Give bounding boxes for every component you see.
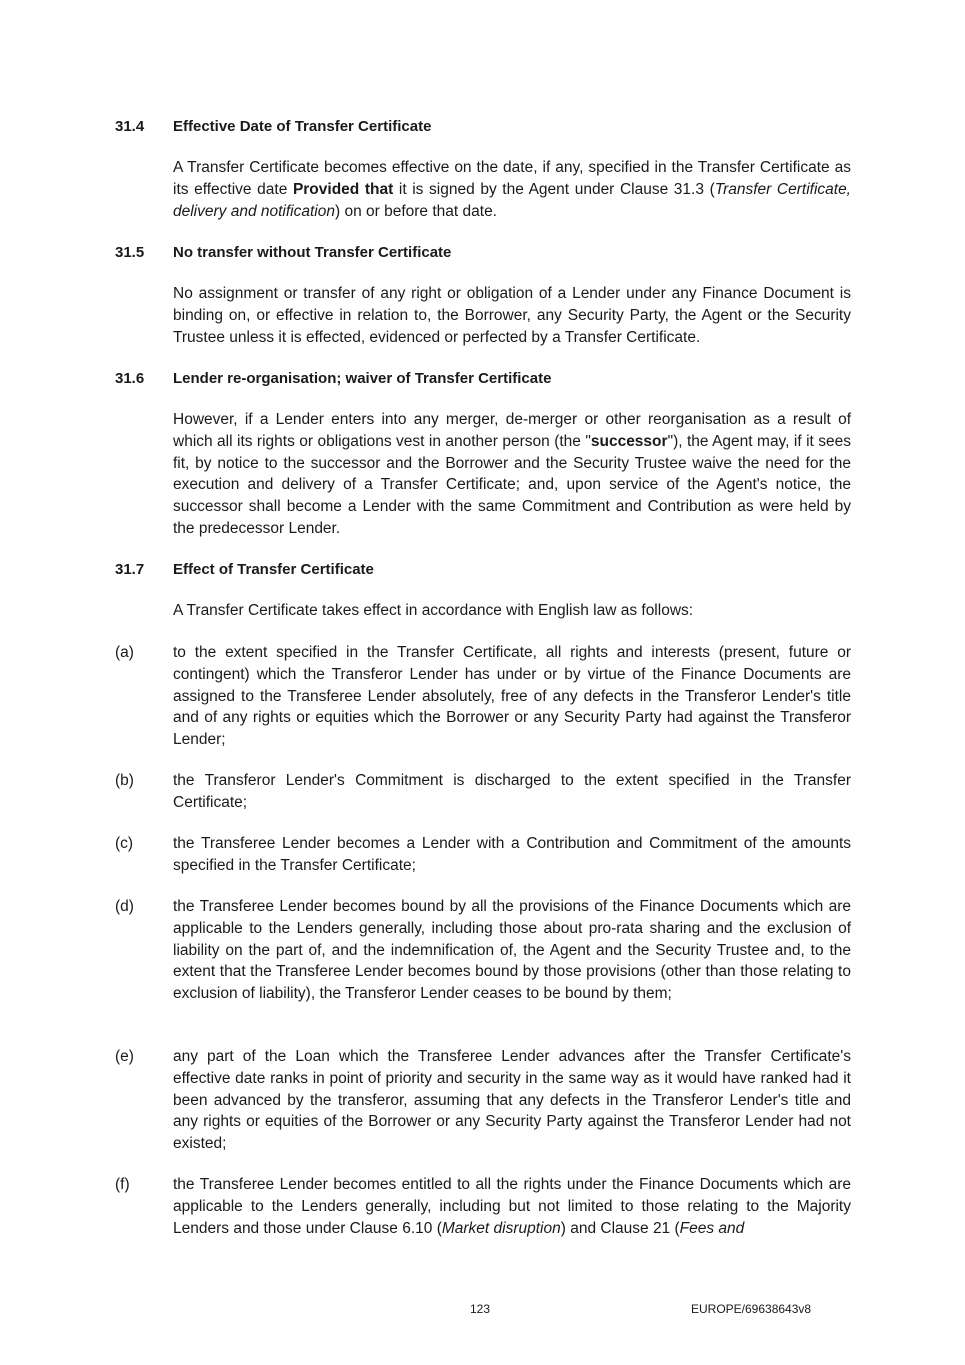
list-item-a <box>115 642 851 751</box>
section-title: Effect of Transfer Certificate <box>173 561 374 578</box>
section-31-5-paragraph: No assignment or transfer of any right or obligation of a Lender under any Finance Document is binding on, or effective in relation to, the Borrower, any Security Party, the Agent or the Security Trustee unless it is effected, evidenced or perfected by a Transfer Certificate. <box>173 285 851 346</box>
list-item-label: (e) <box>115 1048 134 1065</box>
section-number: 31.4 <box>115 118 145 135</box>
paragraph-text: ) on or before that date. <box>335 202 497 220</box>
section-heading-31-6 <box>115 369 855 389</box>
section-number: 31.6 <box>115 370 145 387</box>
list-item-text: the Transferee Lender becomes bound by all the provisions of the Finance Documents which are applicable to the Lenders generally, including those about pro-rata sharing and the exclusion of liability on the part of, and the indemnification of, the Agent and the Security Trustee and, to the extent that the Transferee Lender becomes bound by those provisions (other than those relating to exclusion of liability), the Transferor Lender ceases to be bound by them; <box>173 898 851 1003</box>
list-item-label: (d) <box>115 898 134 915</box>
list-item-b <box>115 770 851 814</box>
list-item-d <box>115 896 851 1005</box>
section-title: No transfer without Transfer Certificate <box>173 244 452 261</box>
list-item-e <box>115 1046 851 1155</box>
section-heading-31-5 <box>115 243 855 263</box>
clause-reference-italic: Transfer Certificate, delivery and notification <box>173 180 851 220</box>
list-item-text-part: ) and Clause 21 ( <box>560 1219 680 1237</box>
section-31-7-intro: A Transfer Certificate takes effect in accordance with English law as follows: <box>173 602 694 619</box>
section-number: 31.5 <box>115 244 145 261</box>
list-item-c <box>115 833 851 877</box>
list-item-text <box>173 1174 851 1239</box>
section-heading-31-4 <box>115 117 855 137</box>
defined-term-bold: successor <box>590 432 668 450</box>
list-item-label: (f) <box>115 1176 130 1193</box>
list-item-text: the Transferor Lender's Commitment is discharged to the extent specified in the Transfer Certificate; <box>173 772 851 811</box>
clause-reference-italic: Market disruption <box>441 1219 561 1237</box>
paragraph-text: However, if a Lender enters into any merger, de-merger or other reorganisation as a result of which all its rights or obligations vest in another person (the " <box>173 411 851 450</box>
section-title: Lender re-organisation; waiver of Transfer Certificate <box>173 370 552 387</box>
section-31-6-paragraph <box>173 409 851 540</box>
list-item-text: to the extent specified in the Transfer Certificate, all rights and interests (present, future or contingent) which the Transferor Lender has under or by virtue of the Finance Documents are assigned to the Transferee Lender absolutely, free of any defects in the Transferor Lender's title and of any rights or equities which the Borrower or any Security Party had against the Transferor Lender; <box>173 644 851 749</box>
paragraph-text: "), the Agent may, if it sees fit, by notice to the successor and the Borrower and the Security Trustee waive the need for the execution and delivery of a Transfer Certificate; and, upon service of the Agent's notice, the successor shall become a Lender with the same Commitment and Contribution as were held by the predecessor Lender. <box>173 432 852 537</box>
section-title: Effective Date of Transfer Certificate <box>173 118 432 135</box>
list-item-text: the Transferee Lender becomes a Lender with a Contribution and Commitment of the amounts specified in the Transfer Certificate; <box>173 835 851 874</box>
section-31-4-paragraph <box>173 157 851 222</box>
clause-reference-italic: Fees and <box>679 1219 745 1237</box>
list-item-label: (a) <box>115 644 134 661</box>
list-item-text: any part of the Loan which the Transferee Lender advances after the Transfer Certificate's effective date ranks in point of priority and security in the same way as it would have ranked had it been advanced by the transferor, assuming that any defects in the Transferor Lender's title and any rights or equities of the Borrower or any Security Party against the Transferor Lender had not existed; <box>173 1048 851 1153</box>
paragraph-text: it is signed by the Agent under Clause 31.3 ( <box>393 180 715 198</box>
list-item-label: (c) <box>115 835 134 852</box>
section-number: 31.7 <box>115 561 145 578</box>
list-item-label: (b) <box>115 772 134 789</box>
list-item-text-part: the Transferee Lender becomes entitled to all the rights under the Finance Documents which are applicable to the Lenders generally, including but not limited to those relating to the Majority Lenders and those under Clause 6.10 ( <box>173 1176 851 1237</box>
list-item-f <box>115 1174 851 1239</box>
page-number: 123 <box>470 1302 491 1316</box>
paragraph-bold-text: Provided that <box>292 180 394 198</box>
document-reference: EUROPE/69638643v8 <box>691 1302 812 1316</box>
paragraph-text: A Transfer Certificate becomes effective on the date, if any, specified in the Transfer Certificate as its effective date <box>173 159 851 198</box>
section-heading-31-7 <box>115 560 855 580</box>
